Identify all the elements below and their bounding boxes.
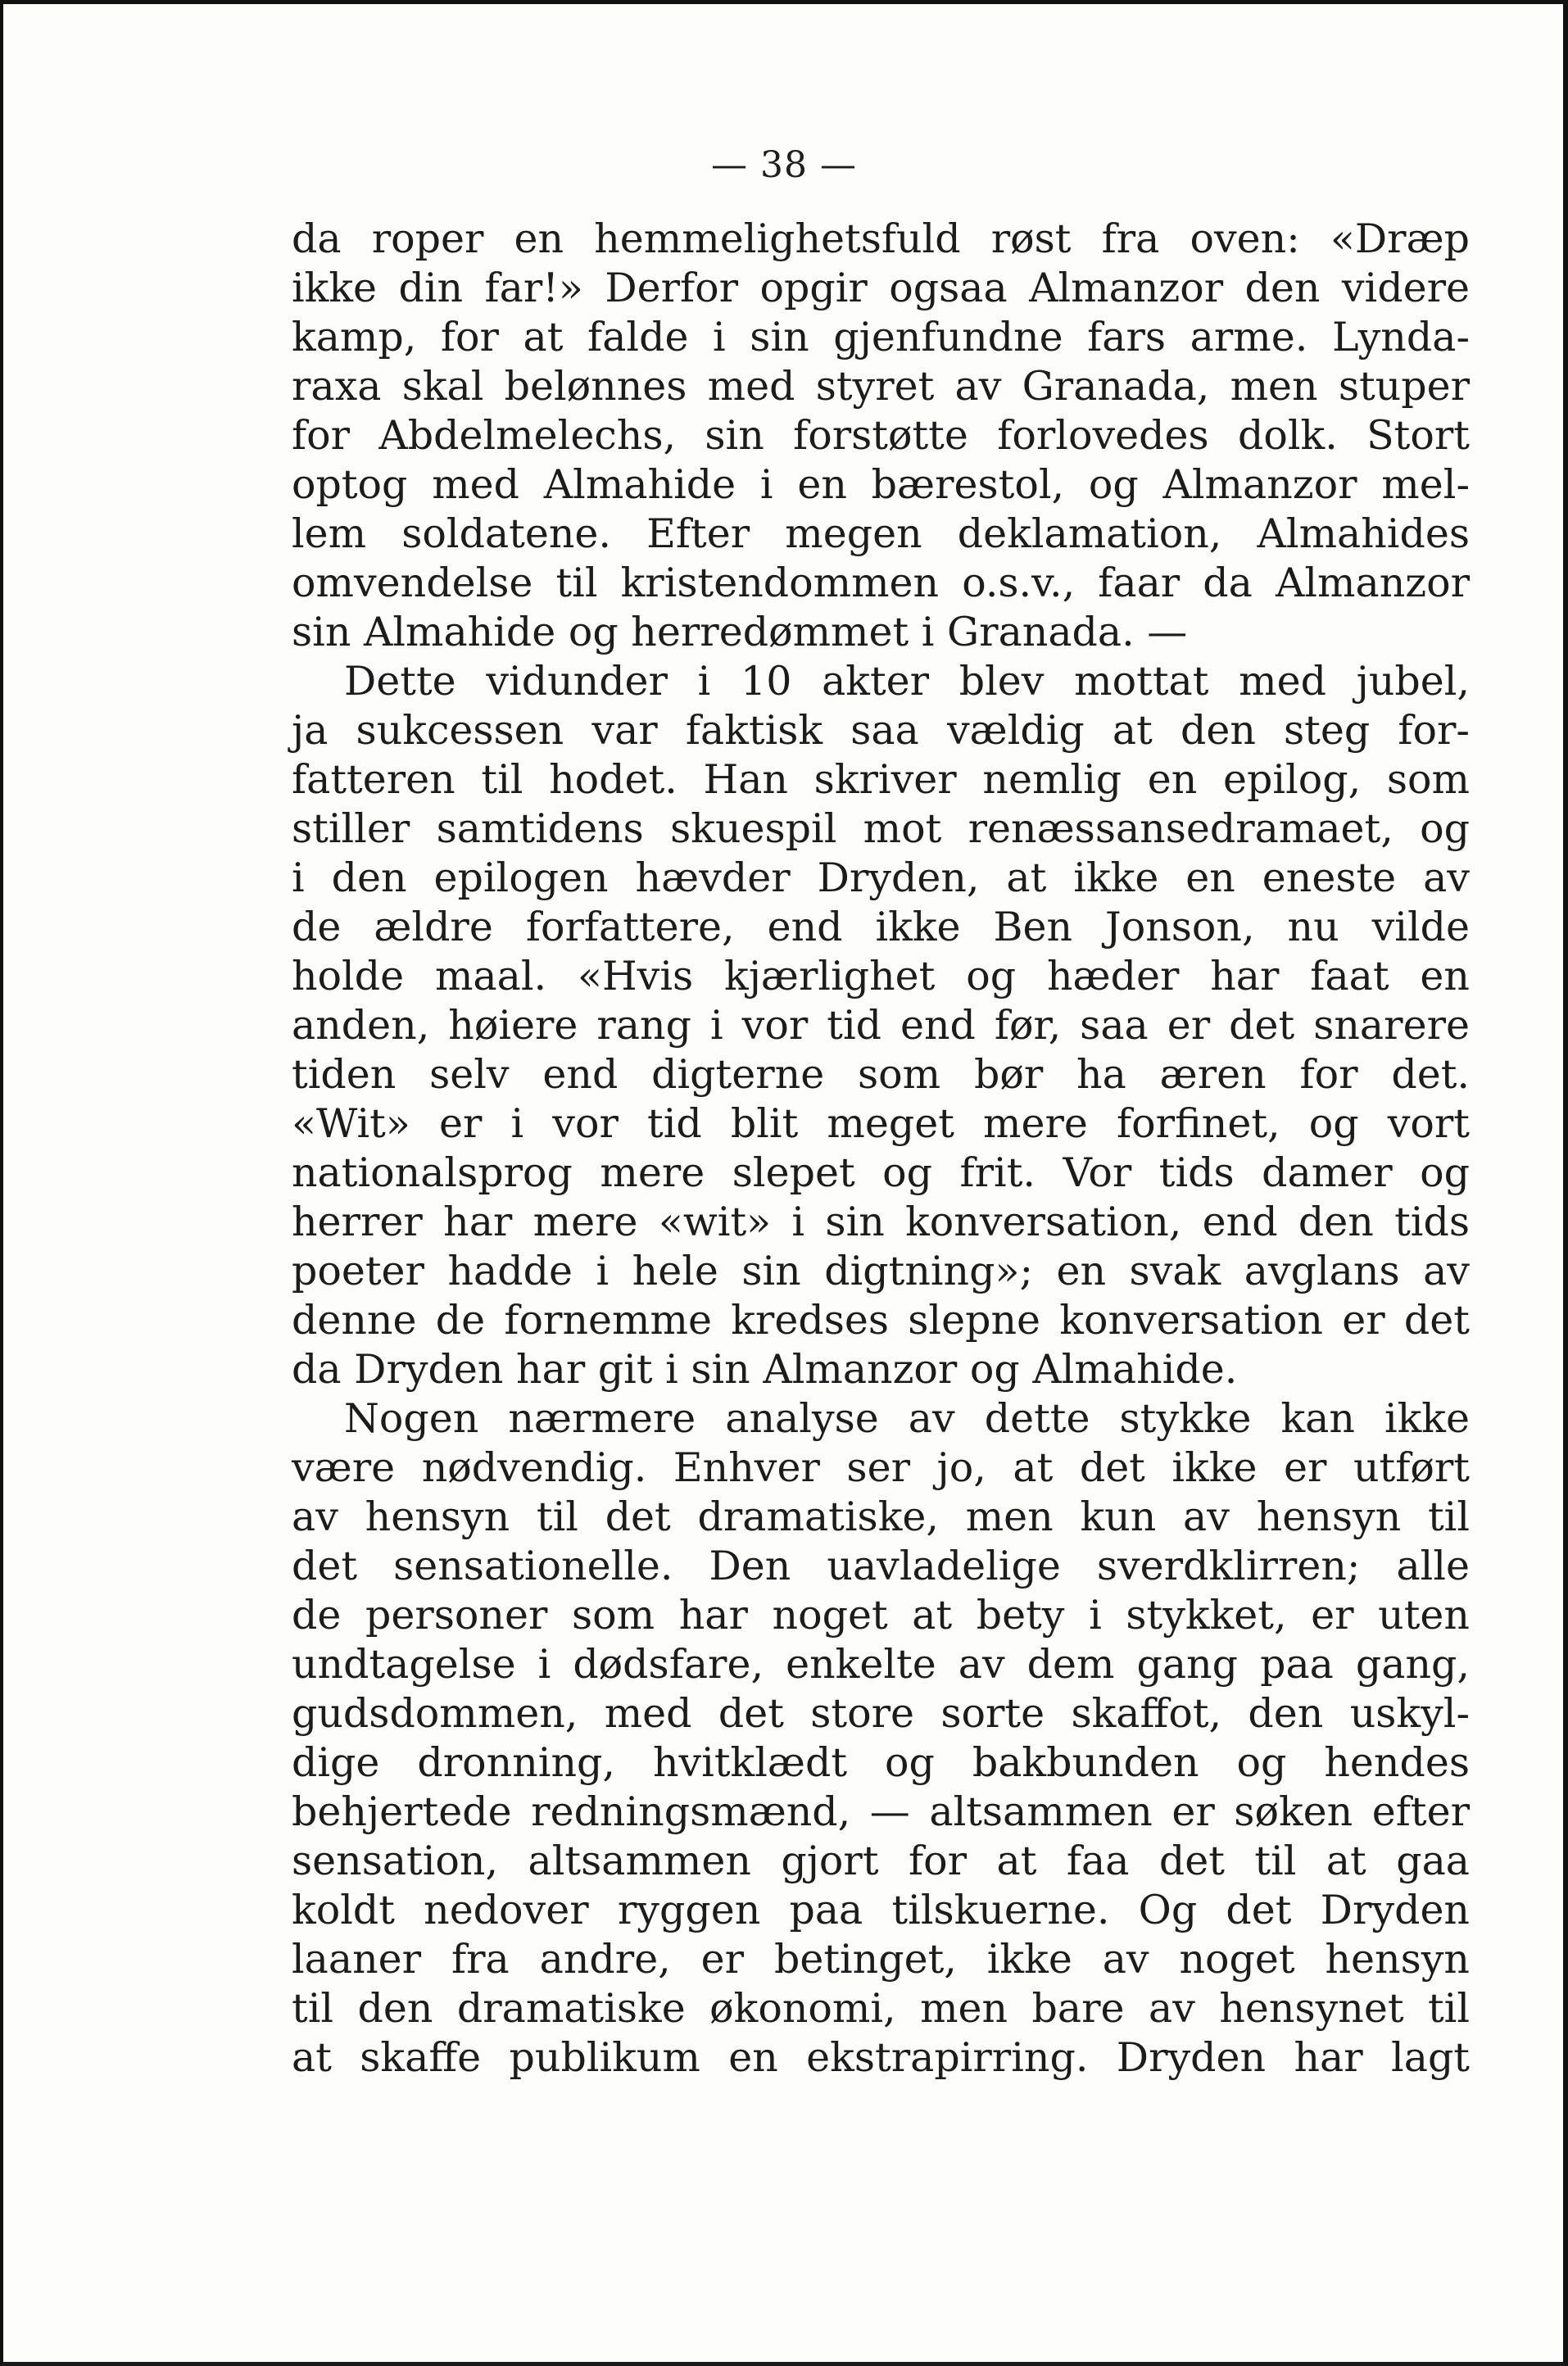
text-line: Dette vidunder i 10 akter blev mottat med jubel, [344, 658, 1470, 705]
text-line: til den dramatiske økonomi, men bare av hensynet til [292, 1985, 1470, 2032]
text-line: tiden selv end digterne som bør ha æren for det. [292, 1051, 1470, 1098]
text-line: holde maal. «Hvis kjærlighet og hæder har faat en [292, 953, 1470, 999]
text-line: de personer som har noget at bety i stykket, er uten [292, 1592, 1470, 1639]
text-line: behjertede redningsmænd, — altsammen er søken efter [292, 1788, 1470, 1835]
text-line: sin Almahide og herredømmet i Granada. — [292, 609, 1188, 655]
text-line: da roper en hemmelighetsfuld røst fra oven: «Dræp [292, 215, 1470, 262]
text-line: være nødvendig. Enhver ser jo, at det ikke er utført [292, 1444, 1470, 1491]
text-line: kamp, for at falde i sin gjenfundne fars arme. Lynda- [292, 314, 1470, 360]
text-line: Nogen nærmere analyse av dette stykke kan ikke [344, 1395, 1470, 1442]
text-line: stiller samtidens skuespil mot renæssansedramaet, og [292, 805, 1470, 852]
text-line: i den epilogen hævder Dryden, at ikke en eneste av [292, 854, 1470, 901]
page-number: — 38 — [711, 144, 857, 186]
text-line: anden, høiere rang i vor tid end før, saa er det snarere [292, 1002, 1470, 1049]
text-line: nationalsprog mere slepet og frit. Vor tids damer og [292, 1149, 1470, 1196]
text-line: koldt nedover ryggen paa tilskuerne. Og det Dryden [292, 1887, 1470, 1933]
text-line: «Wit» er i vor tid blit meget mere forfinet, og vort [292, 1100, 1470, 1147]
text-line: gudsdommen, med det store sorte skaffot, den uskyl- [292, 1690, 1470, 1737]
body-text [292, 215, 1470, 2083]
text-line: optog med Almahide i en bærestol, og Almanzor mel- [292, 461, 1470, 508]
text-line: da Dryden har git i sin Almanzor og Almahide. [292, 1346, 1238, 1393]
text-line: av hensyn til det dramatiske, men kun av hensyn til [292, 1493, 1470, 1540]
text-line: dige dronning, hvitklædt og bakbunden og hendes [292, 1739, 1470, 1786]
text-line: sensation, altsammen gjort for at faa det til at gaa [292, 1838, 1470, 1884]
text-line: for Abdelmelechs, sin forstøtte forlovedes dolk. Stort [292, 412, 1470, 459]
text-line: laaner fra andre, er betinget, ikke av noget hensyn [292, 1936, 1470, 1983]
text-line: herrer har mere «wit» i sin konversation, end den tids [292, 1199, 1470, 1245]
text-line: fatteren til hodet. Han skriver nemlig en epilog, som [292, 756, 1470, 803]
text-line: poeter hadde i hele sin digtning»; en svak avglans av [292, 1248, 1470, 1294]
text-line: ja sukcessen var faktisk saa vældig at den steg for- [292, 707, 1470, 754]
text-line: ikke din far!» Derfor opgir ogsaa Almanzor den videre [292, 265, 1470, 311]
text-line: lem soldatene. Efter megen deklamation, Almahides [292, 510, 1470, 557]
text-line: det sensationelle. Den uavladelige sverdklirren; alle [292, 1543, 1470, 1589]
text-line: raxa skal belønnes med styret av Granada, men stuper [292, 363, 1470, 410]
text-line: at skaffe publikum en ekstrapirring. Dryden har lagt [292, 2034, 1470, 2081]
text-line: omvendelse til kristendommen o.s.v., faar da Almanzor [292, 560, 1470, 606]
text-line: de ældre forfattere, end ikke Ben Jonson, nu vilde [292, 904, 1470, 950]
text-line: denne de fornemme kredses slepne konversation er det [292, 1297, 1470, 1344]
text-line: undtagelse i dødsfare, enkelte av dem gang paa gang, [292, 1641, 1470, 1688]
